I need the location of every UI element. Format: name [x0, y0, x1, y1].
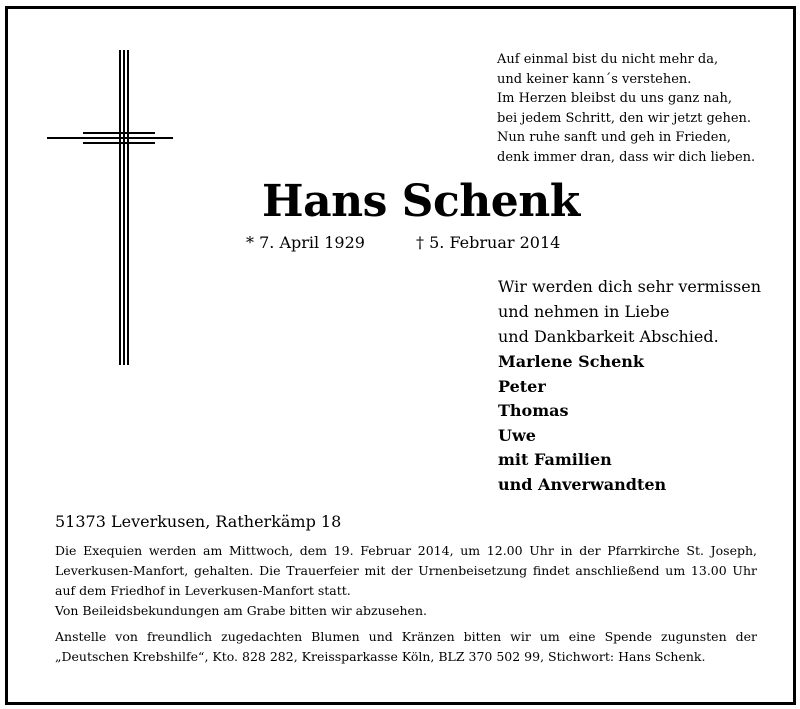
- birth-date: * 7. April 1929: [246, 233, 365, 252]
- poem-line: Auf einmal bist du nicht mehr da,: [497, 52, 719, 67]
- mourner-name: mit Familien: [498, 450, 612, 469]
- mourner-name: und Anverwandten: [498, 474, 667, 494]
- mourner-name: Uwe: [498, 425, 536, 445]
- exequien-paragraph: Die Exequien werden am Mittwoch, dem 19. Februar 2014, um 12.00 Uhr in der Pfarrkirche St. Joseph, Leverkusen-Manfort, gehalten. Die Trauerfeier mit der Urnenbeisetzung findet anschließend um 13.00 Uhr auf dem Friedhof in Leverkusen-Manfort statt.: [55, 543, 757, 598]
- death-date: † 5. Februar 2014: [416, 233, 561, 252]
- poem-line: Im Herzen bleibst du uns ganz nah,: [497, 91, 732, 106]
- poem-line: denk immer dran, dass wir dich lieben.: [497, 149, 756, 165]
- cross-icon: [45, 45, 175, 370]
- mourner-name: Thomas: [498, 401, 569, 420]
- farewell-line: und nehmen in Liebe: [498, 302, 670, 321]
- poem-line: und keiner kann´s verstehen.: [497, 71, 692, 87]
- memorial-poem: [497, 50, 787, 167]
- farewell-line: und Dankbarkeit Abschied.: [498, 327, 719, 346]
- donation-paragraph: Anstelle von freundlich zugedachten Blumen und Kränzen bitten wir um eine Spende zugunsten der „Deutschen Krebshilfe“, Kto. 828 282, Kreissparkasse Köln, BLZ 370 502 99, Stichwort: Hans Schenk.: [55, 629, 757, 664]
- deceased-name: Hans Schenk: [262, 176, 580, 227]
- farewell-line: Wir werden dich sehr vermissen: [498, 277, 761, 296]
- family-address: 51373 Leverkusen, Ratherkämp 18: [55, 512, 342, 531]
- condolences-paragraph: Von Beileidsbekundungen am Grabe bitten wir abzusehen.: [55, 603, 427, 618]
- mourner-name: Marlene Schenk: [498, 352, 644, 371]
- mourner-name: Peter: [498, 376, 546, 396]
- poem-line: bei jedem Schritt, den wir jetzt gehen.: [497, 110, 752, 126]
- mourners-list: [498, 350, 666, 497]
- farewell-text: [498, 274, 761, 349]
- service-details: [55, 541, 757, 667]
- poem-line: Nun ruhe sanft und geh in Frieden,: [497, 130, 731, 145]
